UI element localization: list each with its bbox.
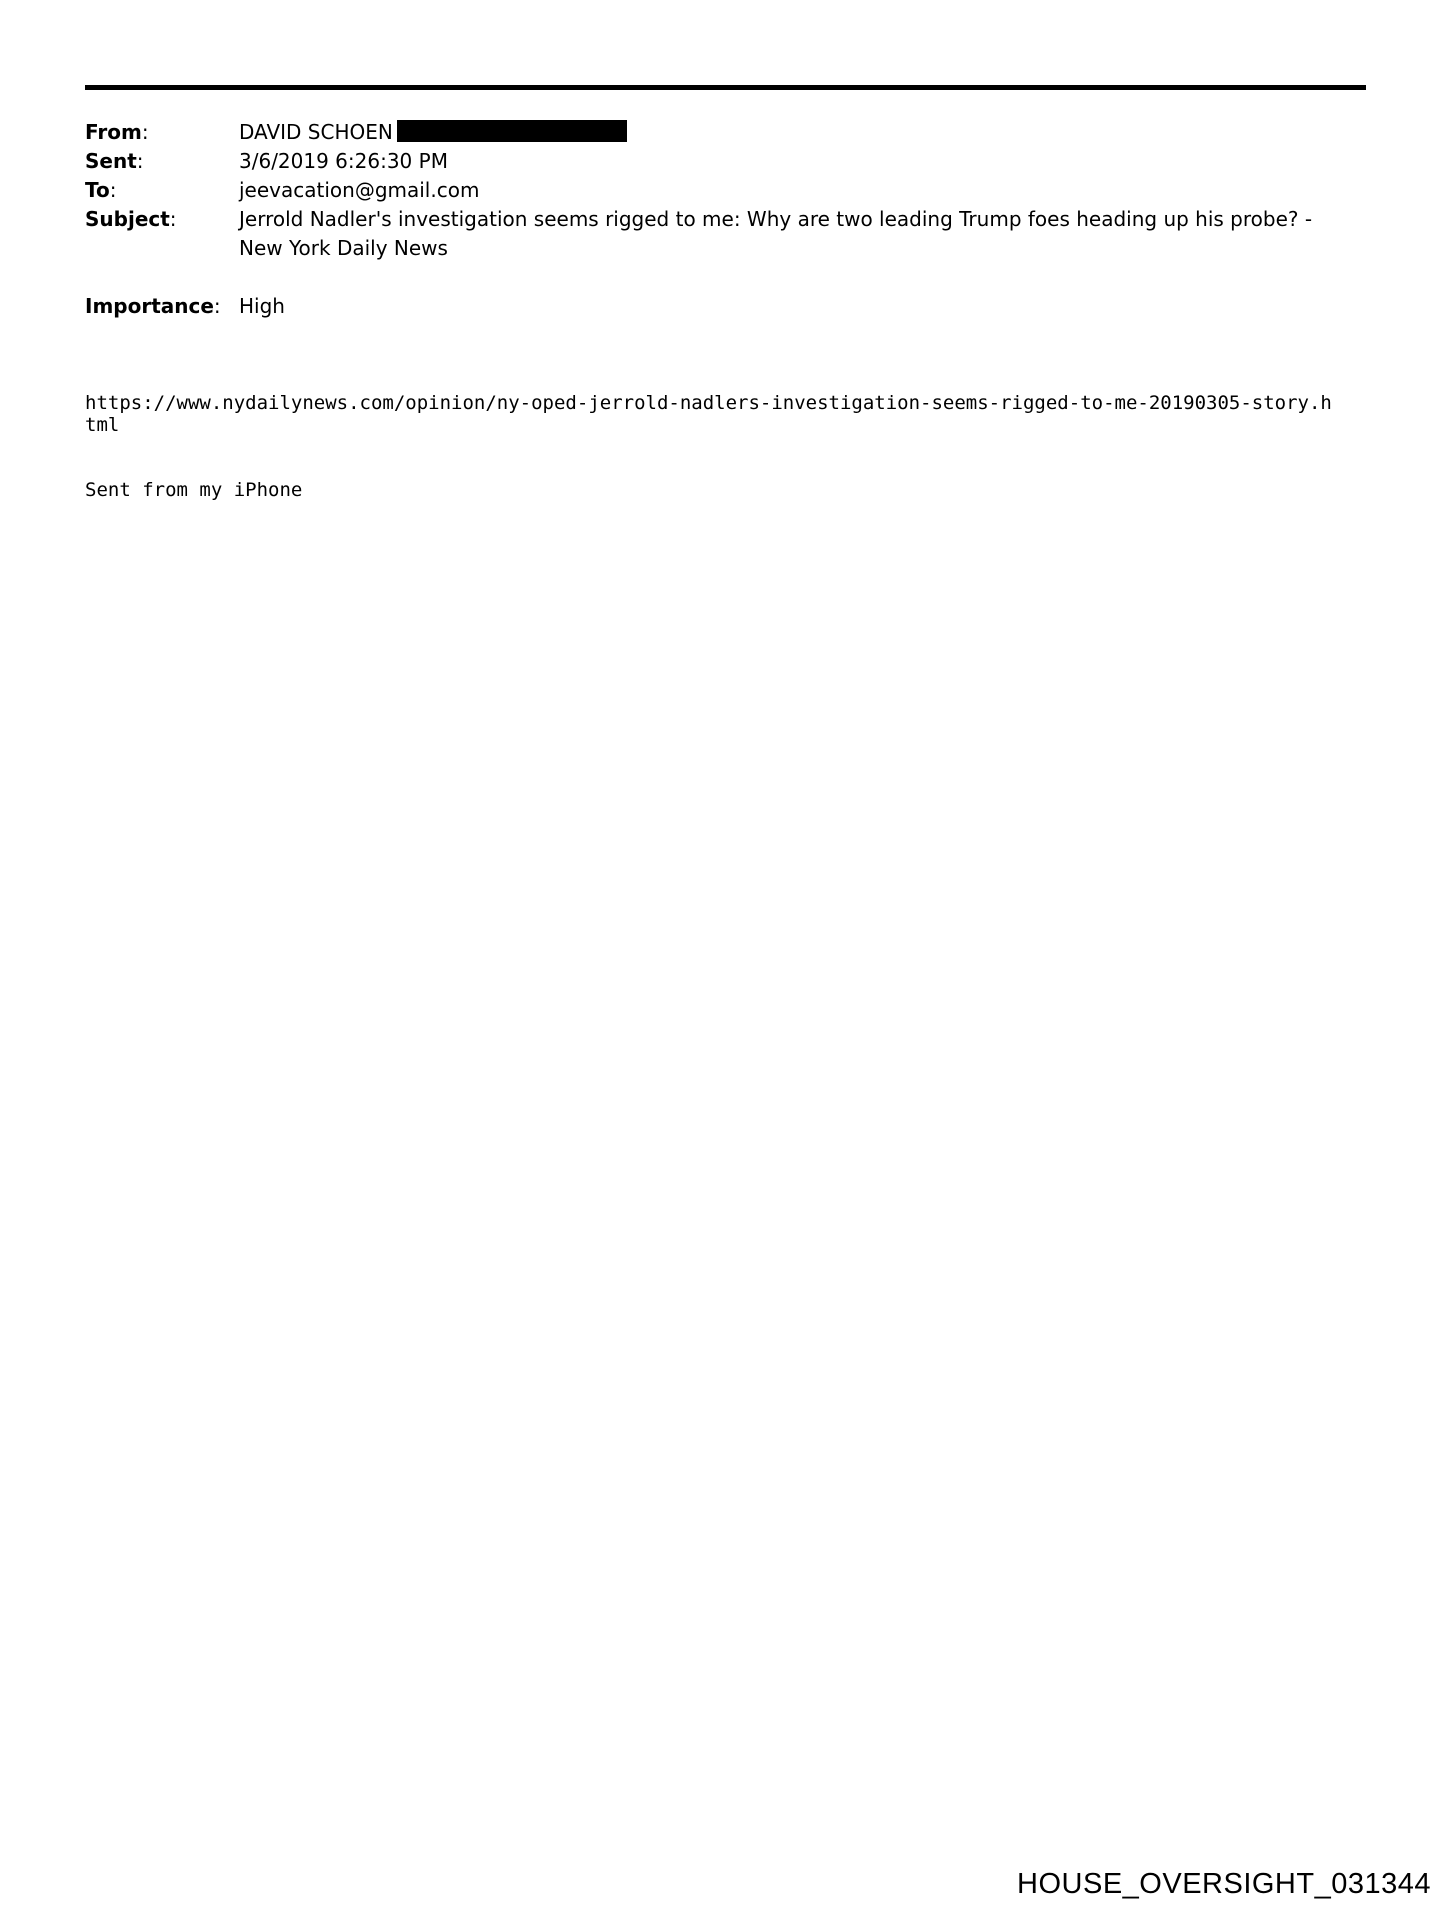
importance-label: Importance: xyxy=(85,294,221,318)
to-value: jeevacation@gmail.com xyxy=(239,178,480,202)
body-url-link[interactable]: https://www.nydailynews.com/opinion/ny-oped-jerrold-nadlers-investigation-seems-rigged-to-me-20190305-story.html xyxy=(85,392,1332,436)
top-rule-divider xyxy=(85,85,1366,90)
importance-row xyxy=(85,292,1366,321)
to-row xyxy=(85,176,1366,205)
email-body xyxy=(85,392,1366,501)
bates-number: HOUSE_OVERSIGHT_031344 xyxy=(1017,1868,1431,1900)
from-row xyxy=(85,118,1366,147)
from-value: DAVID SCHOEN xyxy=(239,118,1366,147)
subject-row xyxy=(85,205,1366,263)
to-label: To: xyxy=(85,178,117,202)
signature-text: Sent from my iPhone xyxy=(85,479,303,501)
from-label: From: xyxy=(85,120,149,144)
sent-row xyxy=(85,147,1366,176)
importance-value: High xyxy=(239,294,285,318)
sent-value: 3/6/2019 6:26:30 PM xyxy=(239,149,448,173)
redaction-box xyxy=(397,120,627,142)
email-header xyxy=(85,118,1366,321)
sent-label: Sent: xyxy=(85,149,144,173)
subject-value: Jerrold Nadler's investigation seems rigged to me: Why are two leading Trump foes heading up his probe? - New York Daily News xyxy=(239,207,1313,260)
subject-label: Subject: xyxy=(85,207,177,231)
